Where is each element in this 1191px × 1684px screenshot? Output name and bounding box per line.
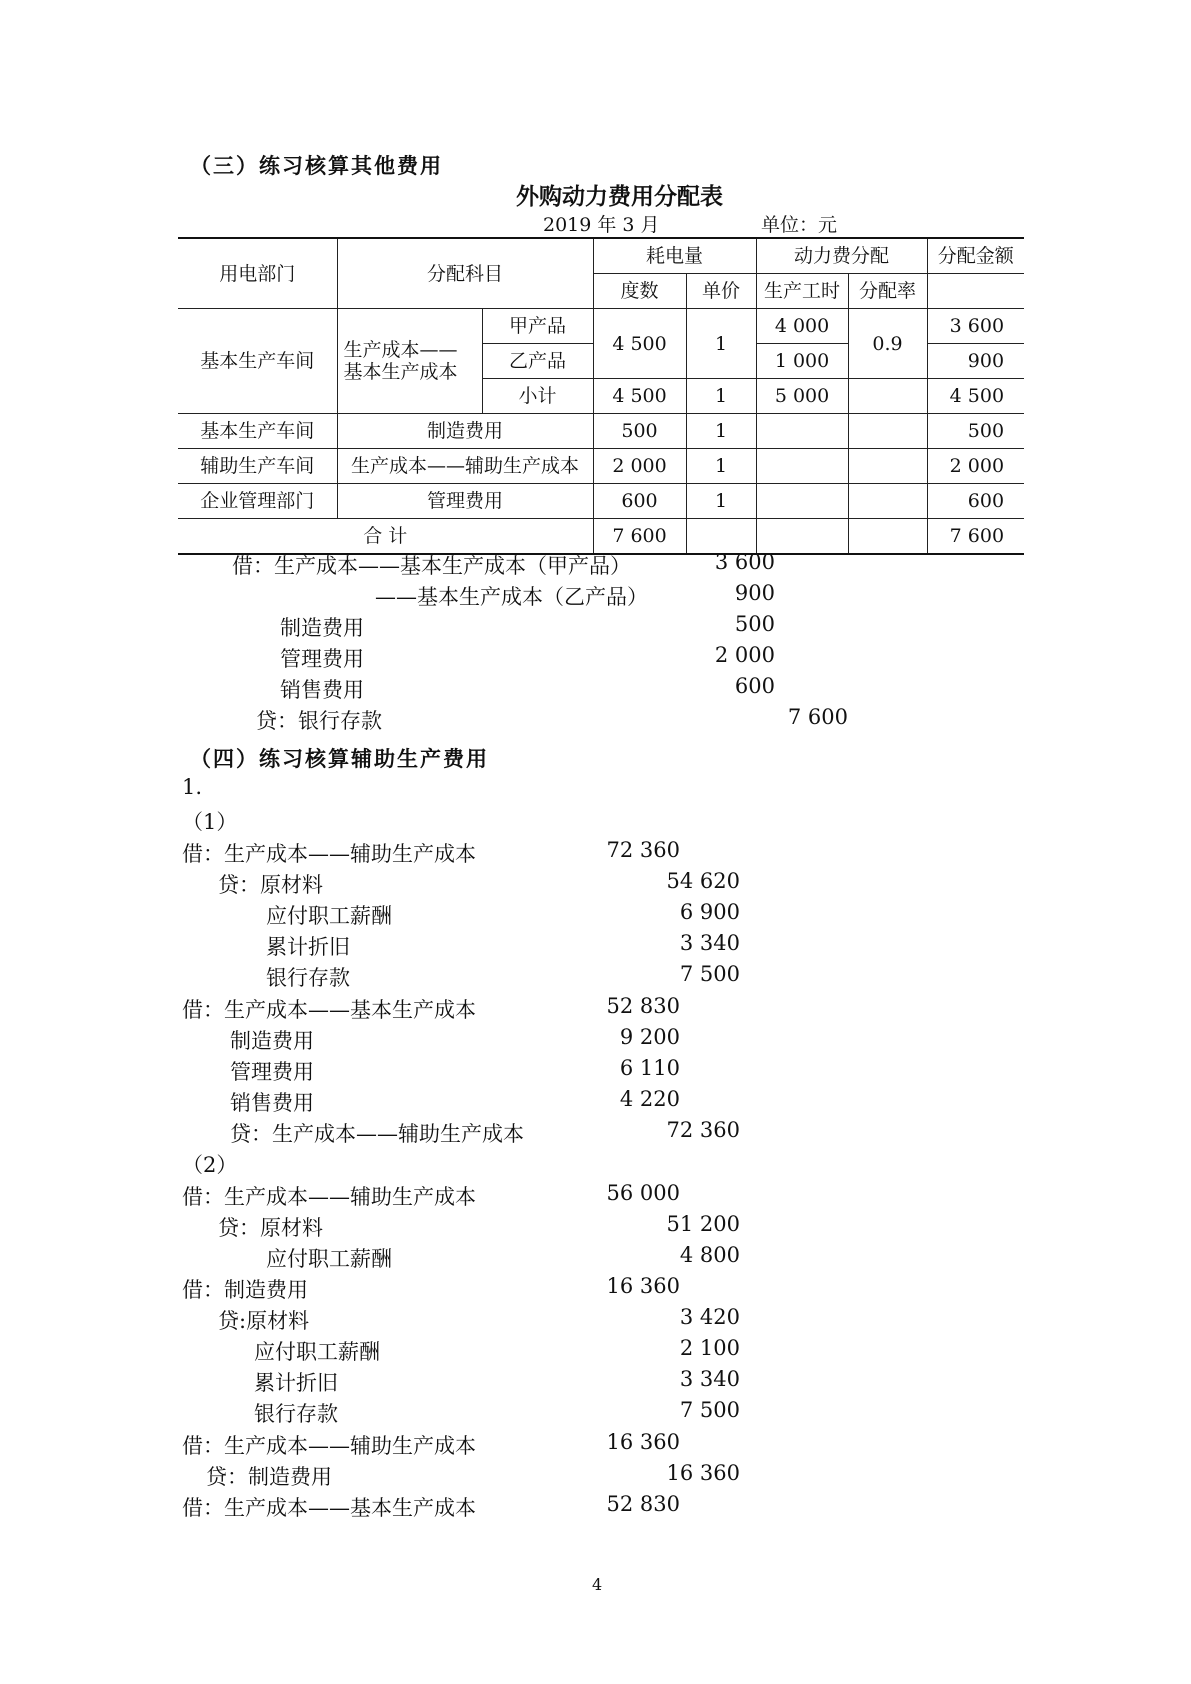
cell-overhead-amount: 500 <box>927 414 1024 449</box>
cell-jia-amount: 3 600 <box>927 309 1024 344</box>
entry-debit: 2 000 <box>714 643 775 667</box>
cell-total-unit-price <box>686 519 756 555</box>
cell-aux-dept: 辅助生产车间 <box>178 449 337 484</box>
cell-total-amount: 7 600 <box>927 519 1024 555</box>
entry-line: 借：生产成本——基本生产成本 <box>182 998 476 1022</box>
entry-line: 贷：生产成本——辅助生产成本 <box>230 1122 524 1146</box>
entry-line: 贷：制造费用 <box>206 1465 332 1489</box>
header-amount: 分配金额 <box>927 238 1024 274</box>
entry-line: 借：制造费用 <box>182 1278 308 1302</box>
cell-subtotal-degrees: 4 500 <box>593 379 686 414</box>
cell-jia-hours: 4 000 <box>756 309 848 344</box>
cell-aux-hours <box>756 449 848 484</box>
cell-subject-main: 生产成本—— 基本生产成本 <box>337 309 482 414</box>
entry-line: 管理费用 <box>230 1060 314 1084</box>
entry-debit: 600 <box>734 674 775 698</box>
header-unit-price: 单价 <box>686 274 756 309</box>
cell-overhead-unit-price: 1 <box>686 414 756 449</box>
cell-overhead-dept: 基本生产车间 <box>178 414 337 449</box>
cell-shared-degrees: 4 500 <box>593 309 686 379</box>
entry-line: 贷：原材料 <box>218 1216 323 1240</box>
cell-overhead-subject: 制造费用 <box>337 414 593 449</box>
entry-line: 制造费用 <box>280 616 364 640</box>
entry-credit: 2 100 <box>679 1336 740 1360</box>
entry-credit: 6 900 <box>679 900 740 924</box>
entry-credit: 7 600 <box>787 705 848 729</box>
cell-admin-amount: 600 <box>927 484 1024 519</box>
entry-debit: 3 600 <box>714 550 775 574</box>
power-allocation-table <box>178 237 1024 555</box>
cell-overhead-rate <box>848 414 927 449</box>
entry-line: 贷：原材料 <box>218 873 323 897</box>
entry-debit: 56 000 <box>606 1181 680 1205</box>
cell-workshop: 基本生产车间 <box>178 309 337 414</box>
entry-line: ——基本生产成本（乙产品） <box>375 585 648 609</box>
cell-subtotal-name: 小计 <box>482 379 593 414</box>
table-date: 2019 年 3 月 <box>543 214 660 236</box>
cell-shared-unit-price: 1 <box>686 309 756 379</box>
header-degrees: 度数 <box>593 274 686 309</box>
entry-debit: 72 360 <box>606 838 680 862</box>
cell-admin-unit-price: 1 <box>686 484 756 519</box>
entry-credit: 51 200 <box>666 1212 740 1236</box>
cell-total-degrees: 7 600 <box>593 519 686 555</box>
section-4-heading: （四）练习核算辅助生产费用 <box>190 746 489 771</box>
part-1-label: （1） <box>182 810 238 834</box>
cell-jia-name: 甲产品 <box>482 309 593 344</box>
table-unit: 单位：元 <box>761 214 838 236</box>
entry-credit: 7 500 <box>679 1398 740 1422</box>
cell-subtotal-hours: 5 000 <box>756 379 848 414</box>
entry-credit: 3 340 <box>679 931 740 955</box>
cell-admin-hours <box>756 484 848 519</box>
cell-overhead-hours <box>756 414 848 449</box>
entry-debit: 9 200 <box>619 1025 680 1049</box>
entry-debit: 500 <box>734 612 775 636</box>
cell-total-label: 合 计 <box>178 519 593 555</box>
header-amount-blank <box>927 274 1024 309</box>
cell-admin-dept: 企业管理部门 <box>178 484 337 519</box>
cell-yi-amount: 900 <box>927 344 1024 379</box>
entry-line: 累计折旧 <box>266 935 350 959</box>
entry-line: 借：生产成本——辅助生产成本 <box>182 842 476 866</box>
entry-line: 累计折旧 <box>254 1371 338 1395</box>
entry-line: 借：生产成本——基本生产成本（甲产品） <box>232 554 631 578</box>
entry-credit: 4 800 <box>679 1243 740 1267</box>
entry-debit: 52 830 <box>606 994 680 1018</box>
cell-shared-rate: 0.9 <box>848 309 927 379</box>
entry-credit: 54 620 <box>666 869 740 893</box>
entry-line: 贷:原材料 <box>218 1309 310 1333</box>
entry-line: 银行存款 <box>266 966 350 990</box>
entry-line: 应付职工薪酬 <box>254 1340 380 1364</box>
cell-aux-amount: 2 000 <box>927 449 1024 484</box>
entry-credit: 3 340 <box>679 1367 740 1391</box>
cell-admin-degrees: 600 <box>593 484 686 519</box>
entry-line: 管理费用 <box>280 647 364 671</box>
entry-credit: 7 500 <box>679 962 740 986</box>
cell-yi-hours: 1 000 <box>756 344 848 379</box>
cell-admin-rate <box>848 484 927 519</box>
cell-subtotal-unit-price: 1 <box>686 379 756 414</box>
cell-overhead-degrees: 500 <box>593 414 686 449</box>
header-power: 动力费分配 <box>756 238 927 274</box>
part-2-label: （2） <box>182 1153 238 1177</box>
section-3-heading: （三）练习核算其他费用 <box>190 153 443 178</box>
table-title: 外购动力费用分配表 <box>516 183 723 210</box>
entry-line: 应付职工薪酬 <box>266 1247 392 1271</box>
cell-aux-degrees: 2 000 <box>593 449 686 484</box>
cell-subtotal-amount: 4 500 <box>927 379 1024 414</box>
entry-credit: 72 360 <box>666 1118 740 1142</box>
cell-admin-subject: 管理费用 <box>337 484 593 519</box>
entry-debit: 6 110 <box>619 1056 680 1080</box>
cell-aux-unit-price: 1 <box>686 449 756 484</box>
entry-debit: 4 220 <box>619 1087 680 1111</box>
entry-line: 销售费用 <box>230 1091 314 1115</box>
entry-credit: 16 360 <box>666 1461 740 1485</box>
header-subject: 分配科目 <box>337 238 593 309</box>
header-dept: 用电部门 <box>178 238 337 309</box>
entry-line: 制造费用 <box>230 1029 314 1053</box>
entry-line: 借：生产成本——辅助生产成本 <box>182 1434 476 1458</box>
cell-aux-rate <box>848 449 927 484</box>
entry-debit: 16 360 <box>606 1430 680 1454</box>
entry-line: 银行存款 <box>254 1402 338 1426</box>
entry-credit: 3 420 <box>679 1305 740 1329</box>
entry-debit: 52 830 <box>606 1492 680 1516</box>
cell-subtotal-rate <box>848 379 927 414</box>
entry-line: 应付职工薪酬 <box>266 904 392 928</box>
page-number: 4 <box>592 1575 603 1594</box>
header-usage: 耗电量 <box>593 238 756 274</box>
cell-yi-name: 乙产品 <box>482 344 593 379</box>
entry-line: 借：生产成本——辅助生产成本 <box>182 1185 476 1209</box>
cell-aux-subject: 生产成本——辅助生产成本 <box>337 449 593 484</box>
cell-total-hours <box>756 519 848 555</box>
header-hours: 生产工时 <box>756 274 848 309</box>
entry-line: 贷：银行存款 <box>256 709 382 733</box>
entry-line: 借：生产成本——基本生产成本 <box>182 1496 476 1520</box>
header-rate: 分配率 <box>848 274 927 309</box>
entry-line: 销售费用 <box>280 678 364 702</box>
entry-debit: 900 <box>734 581 775 605</box>
cell-total-rate <box>848 519 927 555</box>
entry-debit: 16 360 <box>606 1274 680 1298</box>
item-number: 1. <box>182 775 203 799</box>
